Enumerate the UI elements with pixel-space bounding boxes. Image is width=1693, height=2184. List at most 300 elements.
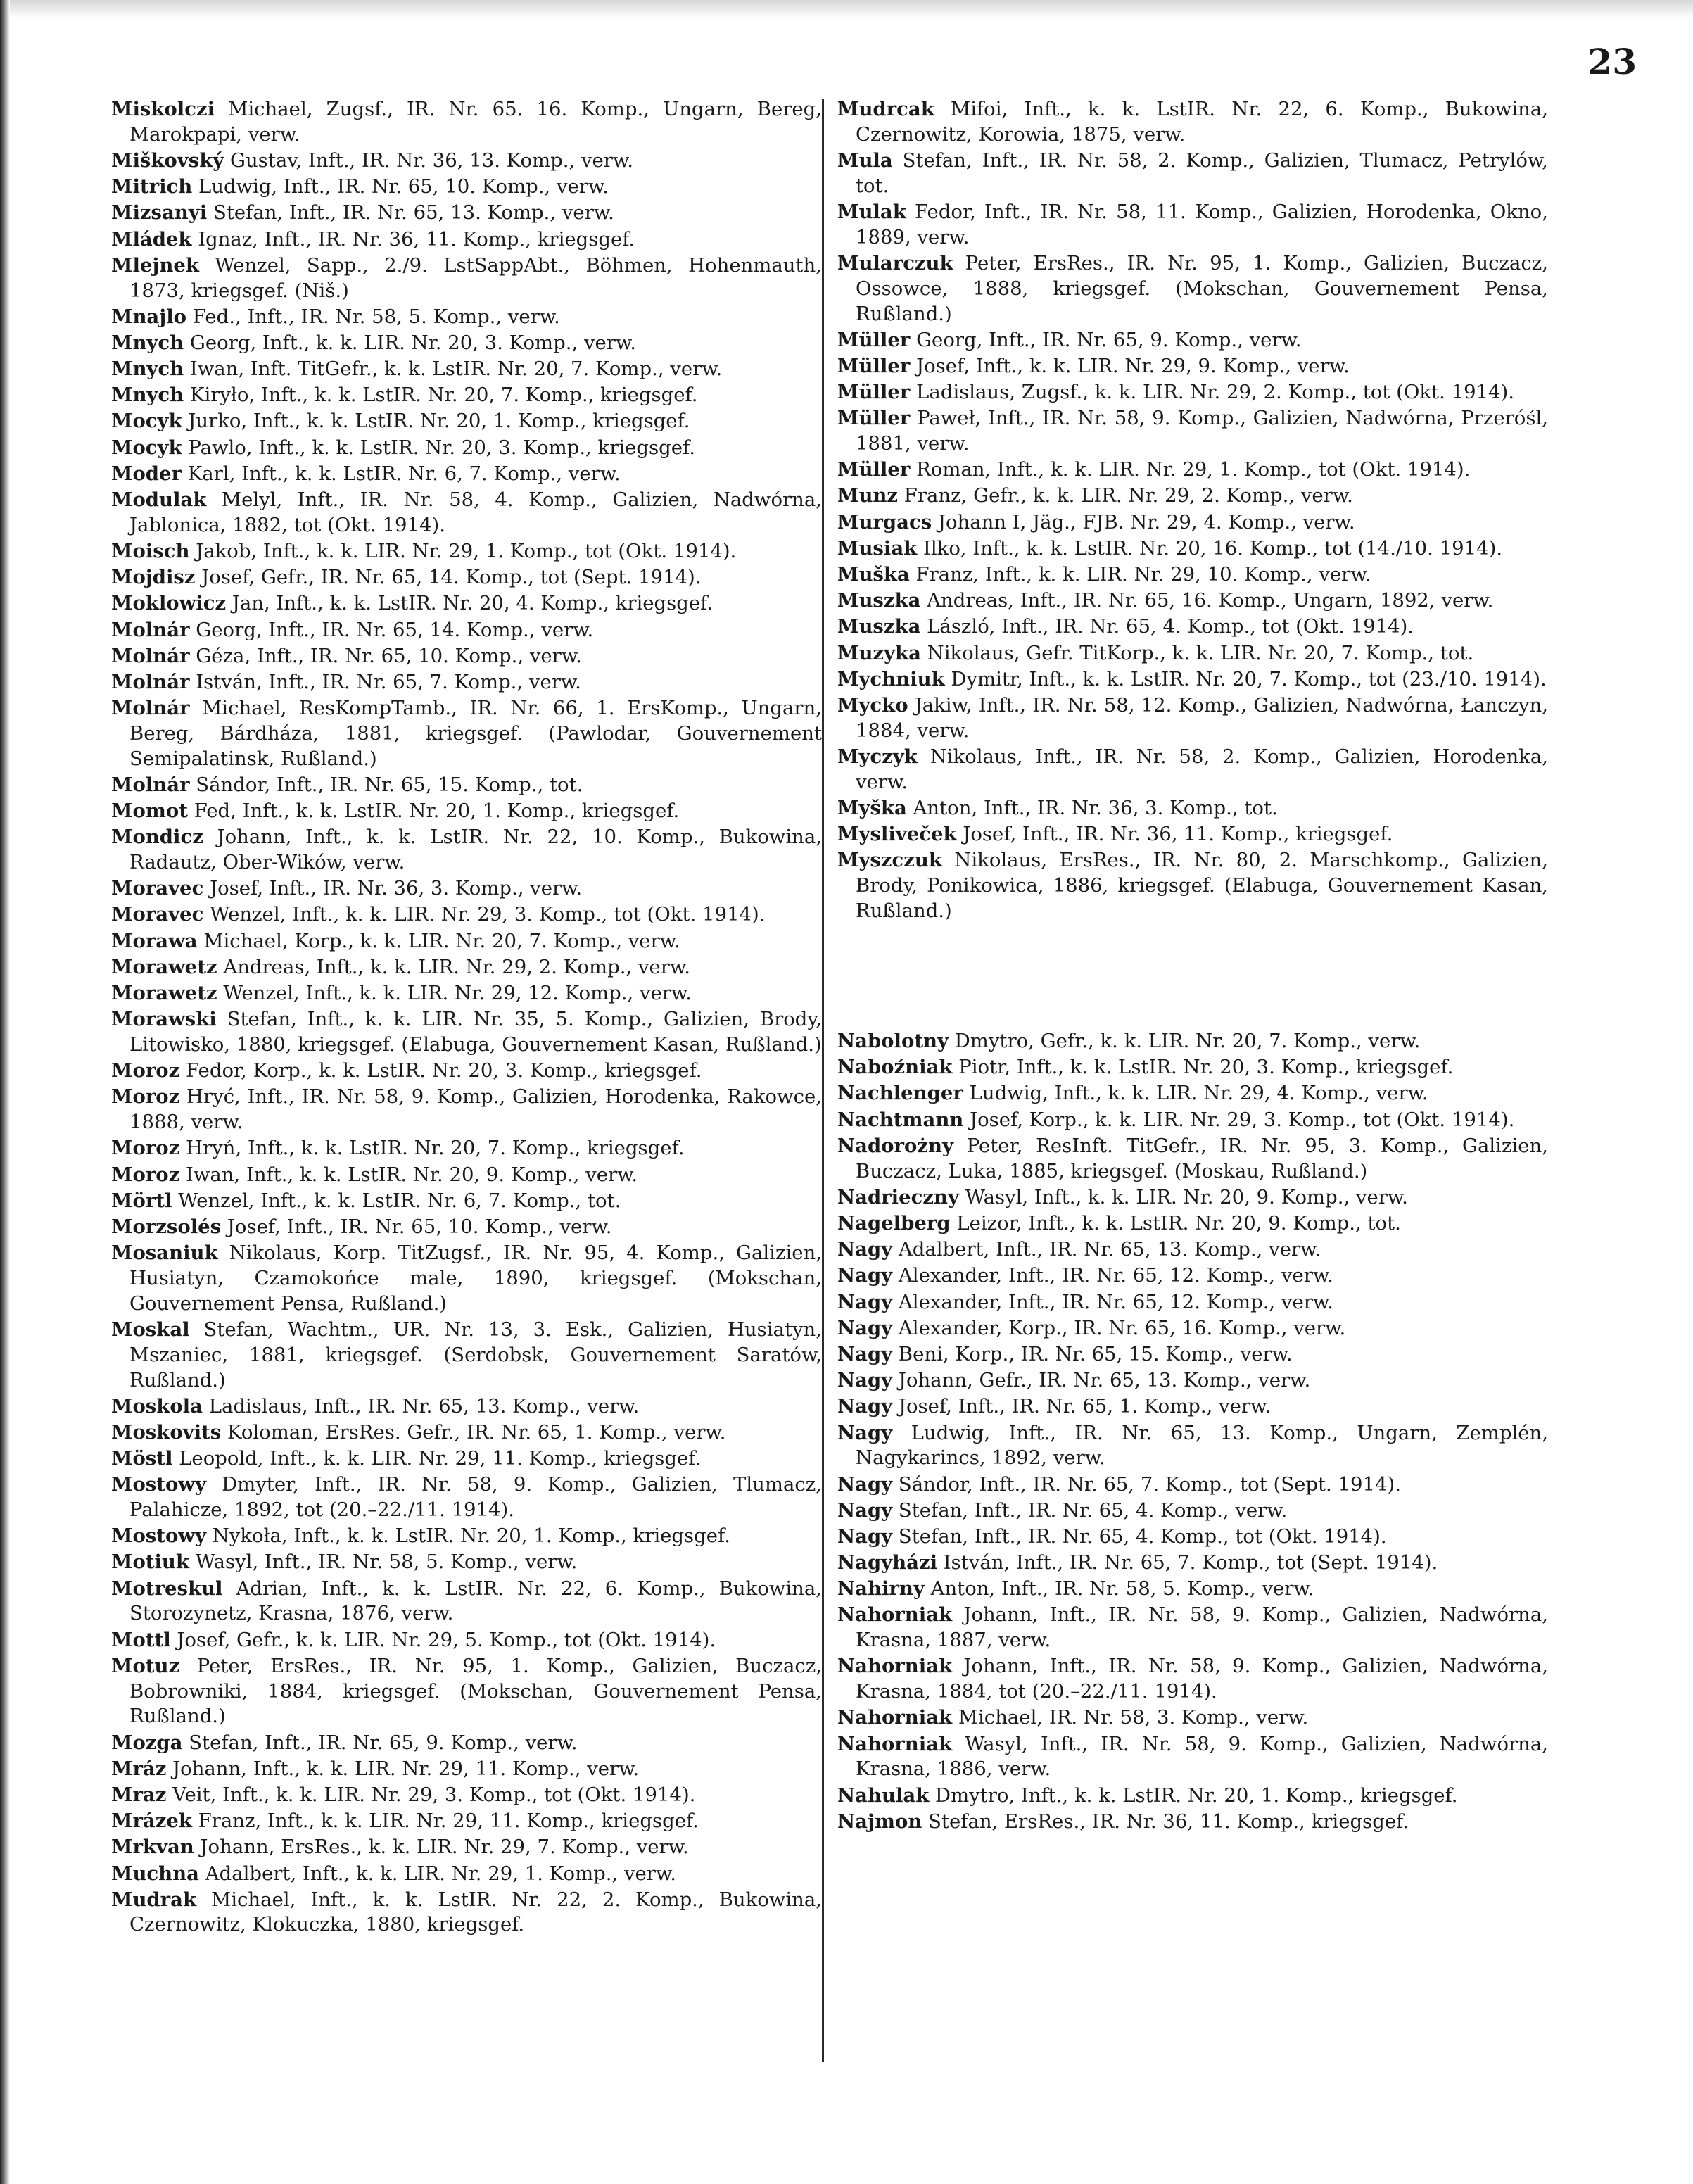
entry-surname: Mocyk bbox=[111, 410, 182, 433]
entry-details: Jan, Inft., k. k. LstIR. Nr. 20, 4. Komp., kriegsgef. bbox=[232, 592, 714, 615]
entry-surname: Möstl bbox=[111, 1447, 173, 1470]
entry-details: Anton, Inft., IR. Nr. 58, 5. Komp., verw. bbox=[930, 1577, 1314, 1601]
entry-details: Georg, Inft., IR. Nr. 65, 14. Komp., verw. bbox=[196, 618, 594, 641]
list-entry bbox=[111, 1654, 822, 1729]
list-entry bbox=[111, 409, 822, 434]
entry-surname: Moroz bbox=[111, 1163, 180, 1186]
entry-surname: Muchna bbox=[111, 1862, 199, 1885]
entry-surname: Mula bbox=[837, 149, 893, 172]
entry-details: Ilko, Inft., k. k. LstIR. Nr. 20, 16. Komp., tot (14./10. 1914). bbox=[923, 536, 1503, 560]
entry-surname: Najmon bbox=[837, 1810, 922, 1833]
entry-surname: Nahorniak bbox=[837, 1706, 953, 1729]
list-entry bbox=[111, 253, 822, 304]
entry-details: Andreas, Inft., k. k. LIR. Nr. 29, 2. Komp., verw. bbox=[223, 955, 690, 978]
list-entry bbox=[837, 1290, 1548, 1315]
entry-details: Kiryło, Inft., k. k. LstIR. Nr. 20, 7. Komp., kriegsgef. bbox=[189, 384, 698, 407]
entry-details: Josef, Inft., k. k. LIR. Nr. 29, 9. Komp., verw. bbox=[916, 354, 1350, 377]
entry-details: Josef, Inft., IR. Nr. 65, 10. Komp., verw. bbox=[227, 1215, 612, 1238]
entry-surname: Nagy bbox=[837, 1395, 893, 1418]
entry-surname: Mularczuk bbox=[837, 251, 953, 274]
entry-details: Sándor, Inft., IR. Nr. 65, 15. Komp., tot. bbox=[196, 773, 583, 796]
entry-surname: Myczyk bbox=[837, 745, 918, 768]
entry-details: Stefan, ErsRes., IR. Nr. 36, 11. Komp., kriegsgef. bbox=[928, 1810, 1409, 1833]
entry-details: Dymitr, Inft., k. k. LstIR. Nr. 20, 7. Komp., tot (23./10. 1914). bbox=[951, 667, 1547, 690]
left-column bbox=[111, 97, 822, 1939]
entry-surname: Morawetz bbox=[111, 955, 217, 978]
list-entry bbox=[111, 591, 822, 617]
list-entry bbox=[111, 644, 822, 669]
list-entry bbox=[111, 488, 822, 538]
entry-surname: Mojdisz bbox=[111, 566, 196, 589]
entry-details: Johann, Inft., IR. Nr. 58, 9. Komp., Galizien, Nadwórna, Krasna, 1887, verw. bbox=[856, 1603, 1548, 1652]
right-column-m-section bbox=[837, 97, 1548, 924]
list-entry bbox=[111, 876, 822, 902]
list-entry bbox=[837, 1055, 1548, 1080]
entry-surname: Moroz bbox=[111, 1137, 180, 1160]
entry-details: Nikolaus, ErsRes., IR. Nr. 80, 2. Marschkomp., Galizien, Brody, Ponikowica, 1886, kriegsgef. (Elabuga, Gouvernement Kasan, Rußland.) bbox=[856, 849, 1548, 922]
list-entry bbox=[111, 383, 822, 408]
section-gap bbox=[837, 925, 1548, 1029]
entry-surname: Morzsolés bbox=[111, 1215, 222, 1238]
entry-details: Beni, Korp., IR. Nr. 65, 15. Komp., verw. bbox=[898, 1342, 1293, 1365]
entry-details: Leopold, Inft., k. k. LIR. Nr. 29, 11. Komp., kriegsgef. bbox=[179, 1447, 702, 1470]
entry-surname: Muzyka bbox=[837, 641, 921, 664]
entry-surname: Müller bbox=[837, 407, 911, 430]
list-entry bbox=[111, 1059, 822, 1084]
entry-details: Wenzel, Inft., k. k. LstIR. Nr. 6, 7. Komp., tot. bbox=[178, 1189, 621, 1212]
entry-details: Johann, Gefr., IR. Nr. 65, 13. Komp., verw. bbox=[898, 1369, 1311, 1392]
entry-details: Johann, Inft., IR. Nr. 58, 9. Komp., Galizien, Nadwórna, Krasna, 1884, tot (20.–22./11. 1914). bbox=[856, 1655, 1548, 1703]
entry-surname: Motiuk bbox=[111, 1551, 189, 1574]
entry-details: Michael, ResKompTamb., IR. Nr. 66, 1. ErsKomp., Ungarn, Bereg, Bárdháza, 1881, kriegsgef. (Pawlodar, Gouvernement Semipalatinsk, Rußland.) bbox=[129, 697, 822, 770]
entry-details: Nikolaus, Inft., IR. Nr. 58, 2. Komp., Galizien, Horodenka, verw. bbox=[856, 745, 1548, 793]
list-entry bbox=[111, 1136, 822, 1161]
list-entry bbox=[837, 1705, 1548, 1731]
entry-details: Michael, IR. Nr. 58, 3. Komp., verw. bbox=[958, 1706, 1309, 1729]
entry-details: Josef, Inft., IR. Nr. 36, 3. Komp., verw. bbox=[210, 877, 583, 900]
entry-surname: Mitrich bbox=[111, 175, 193, 198]
list-entry bbox=[111, 1731, 822, 1756]
entry-details: Géza, Inft., IR. Nr. 65, 10. Komp., verw. bbox=[196, 644, 582, 667]
entry-surname: Mörtl bbox=[111, 1189, 172, 1212]
entry-surname: Nagy bbox=[837, 1498, 893, 1522]
entry-details: Leizor, Inft., k. k. LstIR. Nr. 20, 9. Komp., tot. bbox=[956, 1212, 1401, 1235]
entry-details: Alexander, Inft., IR. Nr. 65, 12. Komp., verw. bbox=[898, 1264, 1333, 1287]
entry-surname: Modulak bbox=[111, 488, 207, 512]
entry-details: Paweł, Inft., IR. Nr. 58, 9. Komp., Galizien, Nadwórna, Przeróśl, 1881, verw. bbox=[856, 407, 1548, 455]
list-entry bbox=[837, 1108, 1548, 1133]
entry-details: Ludwig, Inft., IR. Nr. 65, 10. Komp., verw. bbox=[198, 175, 609, 198]
entry-surname: Miškovský bbox=[111, 149, 224, 172]
entry-details: Hryń, Inft., k. k. LstIR. Nr. 20, 7. Komp., kriegsgef. bbox=[185, 1137, 685, 1160]
entry-surname: Motreskul bbox=[111, 1577, 223, 1600]
entry-surname: Nagy bbox=[837, 1238, 893, 1261]
list-entry bbox=[837, 1654, 1548, 1705]
list-entry bbox=[111, 462, 822, 487]
list-entry bbox=[837, 484, 1548, 509]
entry-details: Josef, Korp., k. k. LIR. Nr. 29, 3. Komp., tot (Okt. 1914). bbox=[970, 1108, 1515, 1131]
list-entry bbox=[111, 1524, 822, 1549]
entry-surname: Moravec bbox=[111, 877, 204, 900]
entry-surname: Molnár bbox=[111, 644, 190, 667]
entry-surname: Moroz bbox=[111, 1059, 180, 1082]
entry-surname: Mostowy bbox=[111, 1473, 206, 1496]
entry-surname: Nachtmann bbox=[837, 1108, 964, 1131]
entry-surname: Motuz bbox=[111, 1654, 180, 1677]
entry-details: Adalbert, Inft., k. k. LIR. Nr. 29, 1. Komp., verw. bbox=[205, 1862, 676, 1885]
entry-surname: Nadorożny bbox=[837, 1134, 953, 1157]
list-entry bbox=[837, 1211, 1548, 1237]
entry-surname: Mraz bbox=[111, 1783, 167, 1806]
entry-details: Nikolaus, Korp. TitZugsf., IR. Nr. 95, 4. Komp., Galizien, Husiatyn, Czamokońce male, 1890, kriegsgef. (Mokschan, Gouvernement Pensa, Rußland.) bbox=[129, 1242, 822, 1315]
entry-surname: Momot bbox=[111, 800, 188, 823]
entry-details: Franz, Inft., k. k. LIR. Nr. 29, 10. Komp., verw. bbox=[915, 563, 1371, 586]
list-entry bbox=[111, 1420, 822, 1446]
entry-details: Ludwig, Inft., IR. Nr. 65, 13. Komp., Ungarn, Zemplén, Nagykarincs, 1892, verw. bbox=[856, 1421, 1548, 1470]
list-entry bbox=[111, 1241, 822, 1316]
entry-details: Johann, Inft., k. k. LIR. Nr. 29, 11. Komp., verw. bbox=[172, 1757, 640, 1780]
list-entry bbox=[111, 981, 822, 1006]
list-entry bbox=[837, 1577, 1548, 1602]
entry-surname: Nagy bbox=[837, 1421, 893, 1444]
list-entry bbox=[837, 457, 1548, 483]
entry-surname: Moskola bbox=[111, 1394, 203, 1418]
entry-details: Peter, ErsRes., IR. Nr. 95, 1. Komp., Galizien, Buczacz, Bobrowniki, 1884, kriegsgef. (Mokschan, Gouvernement Pensa, Rußland.) bbox=[129, 1654, 822, 1728]
entry-details: Josef, Inft., IR. Nr. 65, 1. Komp., verw. bbox=[898, 1395, 1272, 1418]
list-entry bbox=[837, 796, 1548, 821]
list-entry bbox=[837, 1342, 1548, 1368]
list-entry bbox=[837, 745, 1548, 795]
entry-details: Mifoi, Inft., k. k. LstIR. Nr. 22, 6. Komp., Bukowina, Czernowitz, Korowia, 1875, verw. bbox=[856, 98, 1548, 146]
entry-surname: Naboźniak bbox=[837, 1056, 953, 1079]
list-entry bbox=[111, 1862, 822, 1887]
entry-surname: Mrázek bbox=[111, 1810, 192, 1833]
column-divider bbox=[822, 99, 824, 2062]
list-entry bbox=[111, 1446, 822, 1472]
entry-details: Franz, Inft., k. k. LIR. Nr. 29, 11. Komp., kriegsgef. bbox=[198, 1810, 699, 1833]
list-entry bbox=[837, 848, 1548, 923]
list-entry bbox=[837, 1784, 1548, 1809]
entry-details: Josef, Inft., IR. Nr. 36, 11. Komp., kriegsgef. bbox=[963, 823, 1393, 846]
list-entry bbox=[837, 1316, 1548, 1342]
entry-surname: Nadrieczny bbox=[837, 1185, 959, 1208]
entry-surname: Nahorniak bbox=[837, 1655, 953, 1678]
list-entry bbox=[111, 1189, 822, 1214]
list-entry bbox=[111, 539, 822, 564]
entry-surname: Mnych bbox=[111, 384, 184, 407]
entry-surname: Nagy bbox=[837, 1264, 893, 1287]
entry-surname: Mudrak bbox=[111, 1888, 197, 1911]
entry-surname: Mozga bbox=[111, 1731, 183, 1754]
entry-details: Sándor, Inft., IR. Nr. 65, 7. Komp., tot (Sept. 1914). bbox=[898, 1472, 1401, 1496]
list-entry bbox=[837, 380, 1548, 405]
list-entry bbox=[837, 1081, 1548, 1106]
entry-surname: Munz bbox=[837, 484, 899, 507]
entry-details: Koloman, ErsRes. Gefr., IR. Nr. 65, 1. Komp., verw. bbox=[227, 1420, 726, 1444]
entry-details: Ignaz, Inft., IR. Nr. 36, 11. Komp., kriegsgef. bbox=[198, 227, 635, 251]
entry-details: Franz, Gefr., k. k. LIR. Nr. 29, 2. Komp., verw. bbox=[903, 484, 1353, 507]
list-entry bbox=[111, 929, 822, 954]
list-entry bbox=[111, 773, 822, 798]
list-entry bbox=[837, 641, 1548, 667]
list-entry bbox=[837, 822, 1548, 847]
entry-surname: Muszka bbox=[837, 615, 921, 638]
list-entry bbox=[111, 696, 822, 771]
entry-surname: Moder bbox=[111, 462, 182, 485]
entry-details: Stefan, Inft., IR. Nr. 58, 2. Komp., Galizien, Tlumacz, Petrylów, tot. bbox=[856, 149, 1548, 197]
list-entry bbox=[837, 1810, 1548, 1835]
list-entry bbox=[111, 436, 822, 461]
list-entry bbox=[111, 1007, 822, 1058]
list-entry bbox=[837, 510, 1548, 536]
list-entry bbox=[111, 331, 822, 356]
entry-surname: Muška bbox=[837, 563, 910, 586]
entry-details: Ladislaus, Zugsf., k. k. LIR. Nr. 29, 2. Komp., tot (Okt. 1914). bbox=[916, 381, 1515, 404]
entry-details: Wasyl, Inft., IR. Nr. 58, 5. Komp., verw. bbox=[195, 1551, 578, 1574]
entry-surname: Mycko bbox=[837, 693, 908, 717]
entry-surname: Mudrcak bbox=[837, 98, 934, 120]
entry-details: Wasyl, Inft., k. k. LIR. Nr. 20, 9. Komp., verw. bbox=[965, 1185, 1408, 1208]
entry-surname: Moisch bbox=[111, 540, 190, 563]
entry-surname: Moskal bbox=[111, 1318, 190, 1341]
list-entry bbox=[111, 1809, 822, 1834]
entry-surname: Mostowy bbox=[111, 1525, 206, 1548]
entry-surname: Moroz bbox=[111, 1085, 180, 1109]
list-entry bbox=[837, 251, 1548, 327]
list-entry bbox=[837, 328, 1548, 353]
entry-surname: Moskovits bbox=[111, 1420, 222, 1444]
list-entry bbox=[837, 667, 1548, 693]
list-entry bbox=[111, 670, 822, 695]
list-entry bbox=[111, 618, 822, 643]
list-entry bbox=[837, 1185, 1548, 1211]
entry-surname: Nahulak bbox=[837, 1784, 930, 1807]
entry-details: Roman, Inft., k. k. LIR. Nr. 29, 1. Komp., tot (Okt. 1914). bbox=[916, 458, 1471, 481]
entry-details: István, Inft., IR. Nr. 65, 7. Komp., tot (Sept. 1914). bbox=[943, 1551, 1438, 1574]
entry-details: Georg, Inft., k. k. LIR. Nr. 20, 3. Komp., verw. bbox=[189, 331, 636, 354]
entry-details: Iwan, Inft. TitGefr., k. k. LstIR. Nr. 20, 7. Komp., verw. bbox=[189, 358, 723, 381]
entry-surname: Nagelberg bbox=[837, 1212, 951, 1235]
list-entry bbox=[837, 200, 1548, 251]
entry-details: Stefan, Wachtm., UR. Nr. 13, 3. Esk., Galizien, Husiatyn, Mszaniec, 1881, kriegsgef. (Serdobsk, Gouvernement Saratów, Rußland.) bbox=[129, 1318, 822, 1391]
list-entry bbox=[111, 1215, 822, 1240]
list-entry bbox=[111, 955, 822, 980]
entry-surname: Mrkvan bbox=[111, 1836, 194, 1859]
entry-details: Karl, Inft., k. k. LstIR. Nr. 6, 7. Komp., verw. bbox=[187, 462, 621, 485]
entry-details: Peter, ErsRes., IR. Nr. 95, 1. Komp., Galizien, Buczacz, Ossowce, 1888, kriegsgef. (Mokschan, Gouvernement Pensa, Rußland.) bbox=[856, 251, 1548, 325]
entry-surname: Müller bbox=[837, 354, 911, 377]
entry-surname: Molnár bbox=[111, 618, 190, 641]
list-entry bbox=[111, 201, 822, 226]
entry-surname: Musiak bbox=[837, 536, 918, 560]
entry-surname: Mnych bbox=[111, 331, 184, 354]
list-entry bbox=[111, 305, 822, 330]
entry-details: Nikolaus, Gefr. TitKorp., k. k. LIR. Nr. 20, 7. Komp., tot. bbox=[927, 641, 1474, 664]
list-entry bbox=[837, 1732, 1548, 1783]
entry-details: Josef, Gefr., IR. Nr. 65, 14. Komp., tot (Sept. 1914). bbox=[201, 566, 702, 589]
list-entry bbox=[111, 149, 822, 174]
entry-surname: Nagy bbox=[837, 1525, 893, 1548]
list-entry bbox=[837, 149, 1548, 199]
entry-surname: Myška bbox=[837, 796, 907, 819]
entry-surname: Mládek bbox=[111, 227, 192, 251]
list-entry bbox=[111, 1085, 822, 1135]
right-column bbox=[837, 97, 1548, 1836]
list-entry bbox=[837, 588, 1548, 614]
list-entry bbox=[837, 1394, 1548, 1420]
entry-details: Johann, Inft., k. k. LstIR. Nr. 22, 10. Komp., Bukowina, Radautz, Ober-Wików, verw. bbox=[129, 826, 822, 874]
entry-details: Hryć, Inft., IR. Nr. 58, 9. Komp., Galizien, Horodenka, Rakowce, 1888, verw. bbox=[129, 1085, 822, 1134]
list-entry bbox=[837, 536, 1548, 562]
entry-details: Michael, Inft., k. k. LstIR. Nr. 22, 2. Komp., Bukowina, Czernowitz, Klokuczka, 1880, kriegsgef. bbox=[129, 1888, 822, 1936]
entry-surname: Mnajlo bbox=[111, 305, 186, 328]
list-entry bbox=[111, 1757, 822, 1782]
list-entry bbox=[111, 1628, 822, 1653]
entry-surname: Nahirny bbox=[837, 1577, 925, 1601]
list-entry bbox=[837, 1525, 1548, 1550]
list-entry bbox=[111, 175, 822, 200]
entry-details: László, Inft., IR. Nr. 65, 4. Komp., tot (Okt. 1914). bbox=[927, 615, 1414, 638]
list-entry bbox=[837, 562, 1548, 588]
entry-surname: Nagy bbox=[837, 1342, 893, 1365]
list-entry bbox=[111, 1550, 822, 1575]
entry-details: Adalbert, Inft., IR. Nr. 65, 13. Komp., verw. bbox=[898, 1238, 1321, 1261]
entry-surname: Moravec bbox=[111, 903, 204, 926]
entry-details: Dmytro, Gefr., k. k. LIR. Nr. 20, 7. Komp., verw. bbox=[954, 1030, 1421, 1053]
list-entry bbox=[837, 354, 1548, 379]
list-entry bbox=[837, 1368, 1548, 1394]
entry-surname: Nahorniak bbox=[837, 1732, 953, 1755]
entry-details: Anton, Inft., IR. Nr. 36, 3. Komp., tot. bbox=[913, 796, 1278, 819]
entry-surname: Morawetz bbox=[111, 982, 217, 1005]
entry-details: Piotr, Inft., k. k. LstIR. Nr. 20, 3. Komp., kriegsgef. bbox=[958, 1056, 1454, 1079]
entry-details: Fed, Inft., k. k. LstIR. Nr. 20, 1. Komp., kriegsgef. bbox=[194, 800, 680, 823]
entry-details: Ludwig, Inft., k. k. LIR. Nr. 29, 4. Komp., verw. bbox=[969, 1082, 1428, 1105]
list-entry bbox=[111, 902, 822, 928]
entry-details: Dmyter, Inft., IR. Nr. 58, 9. Komp., Galizien, Tlumacz, Palahicze, 1892, tot (20.–22./11. 1914). bbox=[129, 1473, 822, 1522]
entry-details: Stefan, Inft., k. k. LIR. Nr. 35, 5. Komp., Galizien, Brody, Litowisko, 1880, kriegsgef. (Elabuga, Gouvernement Kasan, Rußland.) bbox=[129, 1008, 822, 1056]
entry-surname: Nahorniak bbox=[837, 1603, 953, 1627]
list-entry bbox=[837, 1551, 1548, 1576]
list-entry bbox=[111, 1783, 822, 1808]
entry-surname: Murgacs bbox=[837, 510, 932, 534]
entry-surname: Mondicz bbox=[111, 826, 203, 849]
list-entry bbox=[837, 1421, 1548, 1472]
entry-details: Veit, Inft., k. k. LIR. Nr. 29, 3. Komp., tot (Okt. 1914). bbox=[172, 1783, 696, 1806]
entry-details: Stefan, Inft., IR. Nr. 65, 9. Komp., verw. bbox=[189, 1731, 578, 1754]
entry-details: Wenzel, Inft., k. k. LIR. Nr. 29, 3. Komp., tot (Okt. 1914). bbox=[210, 903, 766, 926]
page-number: 23 bbox=[1587, 41, 1637, 82]
entry-details: Andreas, Inft., IR. Nr. 65, 16. Komp., Ungarn, 1892, verw. bbox=[927, 589, 1494, 612]
entry-surname: Mottl bbox=[111, 1628, 171, 1651]
entry-details: Pawlo, Inft., k. k. LstIR. Nr. 20, 3. Komp., kriegsgef. bbox=[188, 436, 695, 459]
entry-surname: Mosaniuk bbox=[111, 1242, 218, 1265]
entry-surname: Mnych bbox=[111, 358, 184, 381]
entry-details: Nykoła, Inft., k. k. LstIR. Nr. 20, 1. Komp., kriegsgef. bbox=[212, 1525, 730, 1548]
list-entry bbox=[837, 1498, 1548, 1524]
list-entry bbox=[111, 799, 822, 824]
entry-surname: Müller bbox=[837, 458, 911, 481]
entry-details: Stefan, Inft., IR. Nr. 65, 4. Komp., tot (Okt. 1914). bbox=[898, 1525, 1387, 1548]
entry-surname: Muszka bbox=[837, 589, 921, 612]
entry-details: Wenzel, Inft., k. k. LIR. Nr. 29, 12. Komp., verw. bbox=[223, 982, 692, 1005]
entry-surname: Myszczuk bbox=[837, 849, 942, 872]
entry-details: Dmytro, Inft., k. k. LstIR. Nr. 20, 1. Komp., kriegsgef. bbox=[935, 1784, 1458, 1807]
list-entry bbox=[111, 1318, 822, 1393]
list-entry bbox=[837, 406, 1548, 457]
entry-details: Peter, ResInft. TitGefr., IR. Nr. 95, 3. Komp., Galizien, Buczacz, Luka, 1885, kriegsgef. (Moskau, Rußland.) bbox=[856, 1134, 1548, 1182]
list-entry bbox=[111, 825, 822, 876]
scan-shadow-top bbox=[0, 0, 1693, 18]
entry-details: Georg, Inft., IR. Nr. 65, 9. Komp., verw. bbox=[916, 328, 1302, 351]
list-entry bbox=[837, 1263, 1548, 1289]
entry-details: Wasyl, Inft., IR. Nr. 58, 9. Komp., Galizien, Nadwórna, Krasna, 1886, verw. bbox=[856, 1732, 1548, 1781]
list-entry bbox=[837, 1029, 1548, 1054]
entry-surname: Nagy bbox=[837, 1316, 893, 1339]
list-entry bbox=[111, 1835, 822, 1860]
entry-details: Gustav, Inft., IR. Nr. 36, 13. Komp., verw. bbox=[230, 149, 633, 172]
entry-surname: Müller bbox=[837, 328, 911, 351]
entry-details: Johann, ErsRes., k. k. LIR. Nr. 29, 7. Komp., verw. bbox=[200, 1836, 689, 1859]
list-entry bbox=[837, 614, 1548, 640]
entry-surname: Mychniuk bbox=[837, 667, 945, 690]
scan-shadow-left bbox=[0, 0, 10, 2184]
entry-details: Fed., Inft., IR. Nr. 58, 5. Komp., verw. bbox=[192, 305, 560, 328]
entry-details: Michael, Korp., k. k. LIR. Nr. 20, 7. Komp., verw. bbox=[203, 929, 680, 952]
entry-details: Melyl, Inft., IR. Nr. 58, 4. Komp., Galizien, Nadwórna, Jablonica, 1882, tot (Okt. 1914). bbox=[129, 488, 822, 536]
entry-surname: Miskolczi bbox=[111, 98, 215, 120]
list-entry bbox=[837, 97, 1548, 148]
entry-surname: Müller bbox=[837, 381, 911, 404]
entry-surname: Mulak bbox=[837, 200, 906, 223]
list-entry bbox=[837, 1472, 1548, 1498]
entry-surname: Mráz bbox=[111, 1757, 167, 1780]
list-entry bbox=[111, 357, 822, 382]
list-entry bbox=[111, 1888, 822, 1938]
list-entry bbox=[111, 565, 822, 591]
entry-details: Josef, Gefr., k. k. LIR. Nr. 29, 5. Komp., tot (Okt. 1914). bbox=[177, 1628, 716, 1651]
entry-surname: Moklowicz bbox=[111, 592, 227, 615]
entry-details: Jakiw, Inft., IR. Nr. 58, 12. Komp., Galizien, Nadwórna, Łanczyn, 1884, verw. bbox=[856, 693, 1548, 742]
entry-surname: Nachlenger bbox=[837, 1082, 963, 1105]
entry-surname: Nabolotny bbox=[837, 1030, 949, 1053]
entry-details: Alexander, Inft., IR. Nr. 65, 12. Komp., verw. bbox=[898, 1290, 1333, 1313]
entry-details: István, Inft., IR. Nr. 65, 7. Komp., verw. bbox=[196, 670, 581, 693]
list-entry bbox=[111, 227, 822, 253]
right-column-n-section bbox=[837, 1029, 1548, 1834]
entry-surname: Mlejnek bbox=[111, 253, 199, 277]
entry-details: Michael, Zugsf., IR. Nr. 65. 16. Komp., Ungarn, Bereg, Marokpapi, verw. bbox=[129, 98, 822, 146]
entry-surname: Molnár bbox=[111, 773, 190, 796]
list-entry bbox=[837, 693, 1548, 744]
entry-surname: Mizsanyi bbox=[111, 201, 208, 225]
entry-details: Jurko, Inft., k. k. LstIR. Nr. 20, 1. Komp., kriegsgef. bbox=[188, 410, 690, 433]
list-entry bbox=[837, 1134, 1548, 1185]
list-entry bbox=[111, 1472, 822, 1523]
entry-details: Stefan, Inft., IR. Nr. 65, 4. Komp., verw. bbox=[898, 1498, 1288, 1522]
entry-surname: Molnár bbox=[111, 670, 190, 693]
list-entry bbox=[111, 1163, 822, 1188]
list-entry bbox=[111, 1577, 822, 1627]
list-entry bbox=[111, 1394, 822, 1420]
list-entry bbox=[111, 97, 822, 148]
entry-surname: Morawski bbox=[111, 1008, 217, 1031]
entry-surname: Nagy bbox=[837, 1369, 893, 1392]
entry-surname: Nagyházi bbox=[837, 1551, 938, 1574]
entry-details: Jakob, Inft., k. k. LIR. Nr. 29, 1. Komp., tot (Okt. 1914). bbox=[196, 540, 737, 563]
entry-surname: Molnár bbox=[111, 697, 190, 720]
entry-details: Fedor, Korp., k. k. LstIR. Nr. 20, 3. Komp., kriegsgef. bbox=[185, 1059, 702, 1082]
